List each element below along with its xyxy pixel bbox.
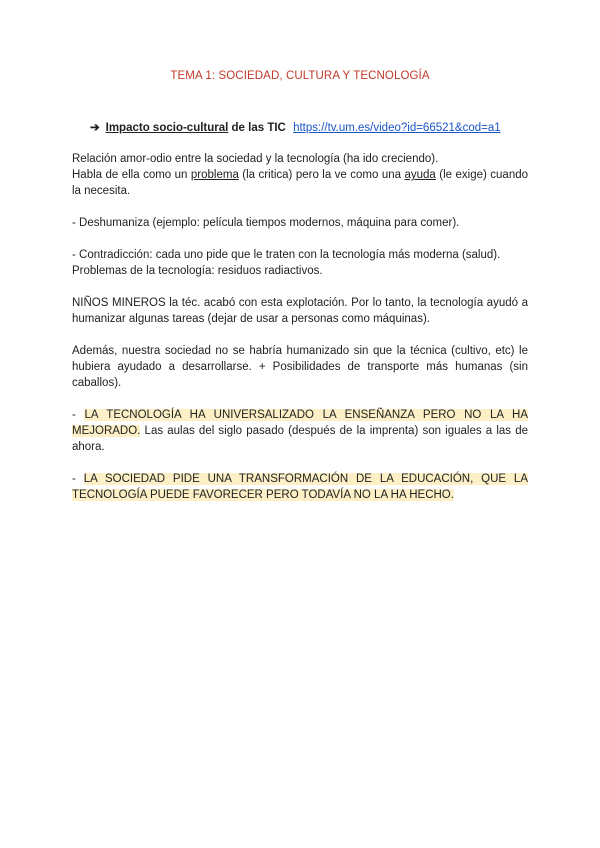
video-link[interactable]: https://tv.um.es/video?id=66521&cod=a1 — [293, 122, 501, 134]
paragraph-humanization: Además, nuestra sociedad no se habría humanizado sin que la técnica (cultivo, etc) le hubiera ayudado a desarrollarse. + Posibilidades de transporte más humanas (sin caballos). — [72, 344, 528, 390]
highlighted-text: LA TECNOLOGÍA HA UNIVERSALIZADO LA ENSEÑANZA PERO NO LA HA MEJORADO. — [72, 408, 528, 437]
paragraph-dehumanize: - Deshumaniza (ejemplo: película tiempos modernos, máquina para comer). — [72, 217, 460, 230]
paragraph-text: (le exige) cuando la necesita. — [72, 169, 529, 198]
paragraph-relation — [72, 151, 528, 200]
paragraph-transformation — [72, 471, 528, 503]
underlined-word-ayuda: ayuda — [404, 169, 436, 182]
underlined-word-problema: problema — [190, 169, 239, 182]
paragraph-text: (la critica) pero la ve como una — [242, 169, 402, 182]
paragraph-education — [72, 407, 528, 456]
arrow-icon: ➔ — [90, 122, 100, 134]
paragraph-contradiction — [72, 247, 528, 279]
page-title: TEMA 1: SOCIEDAD, CULTURA Y TECNOLOGÍA — [170, 70, 430, 82]
paragraph-text: Habla de ella como un — [72, 169, 188, 182]
paragraph-line: Problemas de la tecnología: residuos radiactivos. — [72, 265, 323, 278]
paragraph-line: - Contradicción: cada uno pide que le traten con la tecnología más moderna (salud). — [72, 248, 501, 261]
highlighted-text: LA SOCIEDAD PIDE UNA TRANSFORMACIÓN DE LA EDUCACIÓN, QUE LA TECNOLOGÍA PUEDE FAVORECER PERO TODAVÍA NO LA HA HECHO. — [72, 472, 528, 502]
paragraph-text: Las aulas del siglo pasado (después de la imprenta) son iguales a las de ahora. — [72, 424, 528, 454]
topic-heading: Impacto socio-cultural — [105, 122, 229, 134]
paragraph-child-miners: NIÑOS MINEROS la téc. acabó con esta explotación. Por lo tanto, la tecnología ayudó a humanizar algunas tareas (dejar de usar a personas como máquinas). — [72, 296, 528, 325]
paragraph-line: Relación amor-odio entre la sociedad y la tecnología (ha ido creciendo). — [72, 153, 439, 165]
topic-subheading: de las TIC — [231, 122, 286, 134]
dash-marker: - — [72, 408, 76, 421]
topic-line — [90, 120, 501, 134]
document-body — [72, 151, 528, 519]
dash-marker: - — [72, 472, 76, 485]
